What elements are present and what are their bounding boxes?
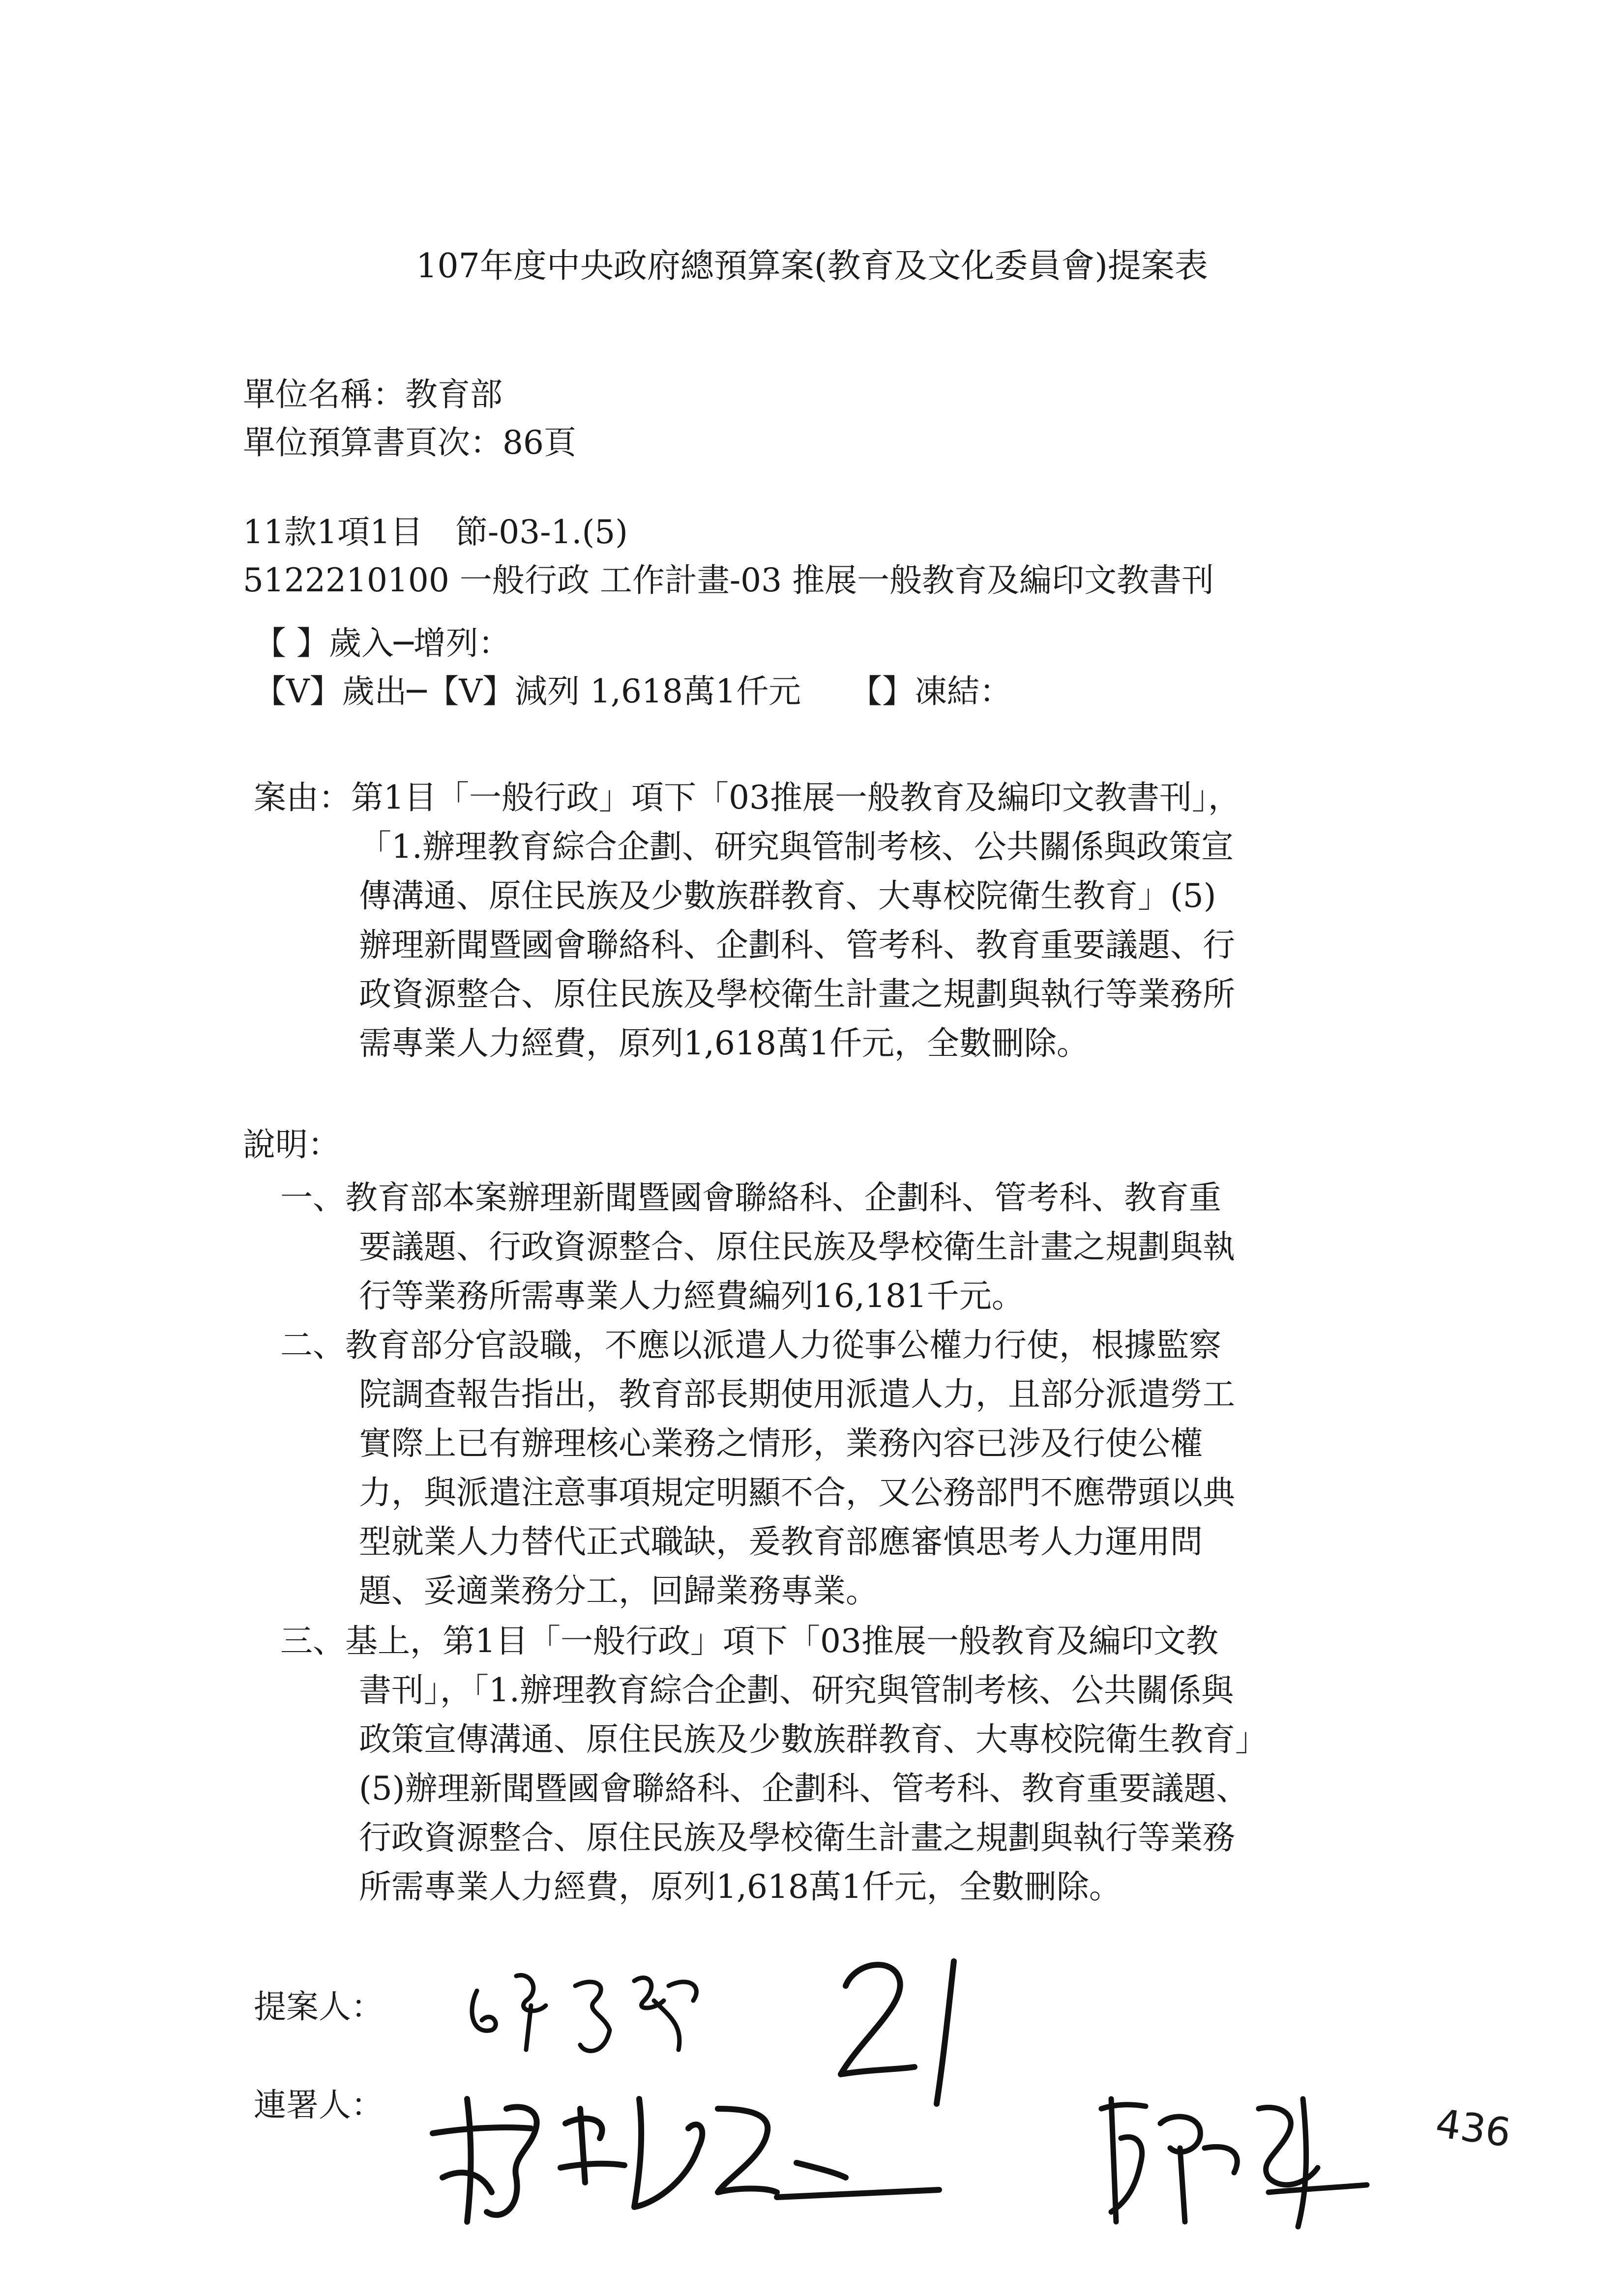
- explanation-line: 二、教育部分官設職，不應以派遣人力從事公權力行使，根據監察: [280, 1326, 1221, 1364]
- case-line: 辦理新聞暨國會聯絡科、企劃科、管考科、教育重要議題、行: [359, 926, 1235, 964]
- budget-page: 單位預算書頁次：86頁: [243, 424, 576, 462]
- explanation-line: 書刊」，「1.辦理教育綜合企劃、研究與管制考核、公共關係與: [359, 1671, 1234, 1709]
- unit-name: 單位名稱：教育部: [243, 376, 502, 413]
- explanation-line: 行政資源整合、原住民族及學校衛生計畫之規劃與執行等業務: [359, 1819, 1235, 1857]
- cosigner-signature: [423, 2079, 1013, 2237]
- case-line: 政資源整合、原住民族及學校衛生計畫之規劃與執行等業務所: [359, 975, 1235, 1013]
- document-title: 107年度中央政府總預算案(教育及文化委員會)提案表: [416, 247, 1208, 286]
- revenue-line: 【 】歲入─增列：: [254, 624, 511, 662]
- expense-line: 【V】歲出─【V】減列 1,618萬1仟元 【】凍結：: [254, 672, 1012, 710]
- case-line: 案由：第1目「一般行政」項下「03推展一般教育及編印文教書刊」，: [254, 779, 1240, 816]
- explanation-line: 實際上已有辦理核心業務之情形，業務內容已涉及行使公權: [359, 1424, 1203, 1462]
- plan-code: 5122210100 一般行政 工作計畫-03 推展一般教育及編印文教書刊: [243, 561, 1214, 599]
- case-line: 「1.辦理教育綜合企劃、研究與管制考核、公共關係與政策宣: [359, 828, 1234, 866]
- explanation-line: 行等業務所需專業人力經費編列16,181千元。: [359, 1277, 1024, 1315]
- page-mark: 436: [1433, 2100, 1514, 2156]
- item-code: 11款1項1目 節-03-1.(5): [243, 513, 628, 551]
- explanation-line: 題、妥適業務分工，回歸業務專業。: [359, 1572, 878, 1610]
- explanation-line: 一、教育部本案辦理新聞暨國會聯絡科、企劃科、管考科、教育重: [280, 1179, 1221, 1217]
- explanation-line: (5)辦理新聞暨國會聯絡科、企劃科、管考科、教育重要議題、: [359, 1770, 1249, 1807]
- proposer-signature: [457, 1956, 742, 2074]
- cosigner-label: 連署人：: [254, 2086, 384, 2124]
- explanation-line: 型就業人力替代正式職缺，爰教育部應審慎思考人力運用問: [359, 1523, 1203, 1561]
- case-line: 傳溝通、原住民族及少數族群教育、大專校院衛生教育」(5): [359, 877, 1216, 915]
- explanation-line: 三、基上，第1目「一般行政」項下「03推展一般教育及編印文教: [280, 1622, 1218, 1660]
- explanation-line: 要議題、行政資源整合、原住民族及學校衛生計畫之規劃與執: [359, 1228, 1235, 1266]
- cosigner-signature: [1082, 2079, 1387, 2237]
- explanation-heading: 說明：: [243, 1126, 340, 1163]
- explanation-line: 所需專業人力經費，原列1,618萬1仟元，全數刪除。: [359, 1868, 1122, 1906]
- proposer-label: 提案人：: [254, 1988, 384, 2026]
- explanation-line: 力，與派遣注意事項規定明顯不合，又公務部門不應帶頭以典: [359, 1474, 1235, 1511]
- case-line: 需專業人力經費，原列1,618萬1仟元，全數刪除。: [359, 1024, 1089, 1062]
- explanation-line: 政策宣傳溝通、原住民族及少數族群教育、大專校院衛生教育」: [359, 1720, 1268, 1758]
- explanation-line: 院調查報告指出，教育部長期使用派遣人力，且部分派遣勞工: [359, 1375, 1235, 1413]
